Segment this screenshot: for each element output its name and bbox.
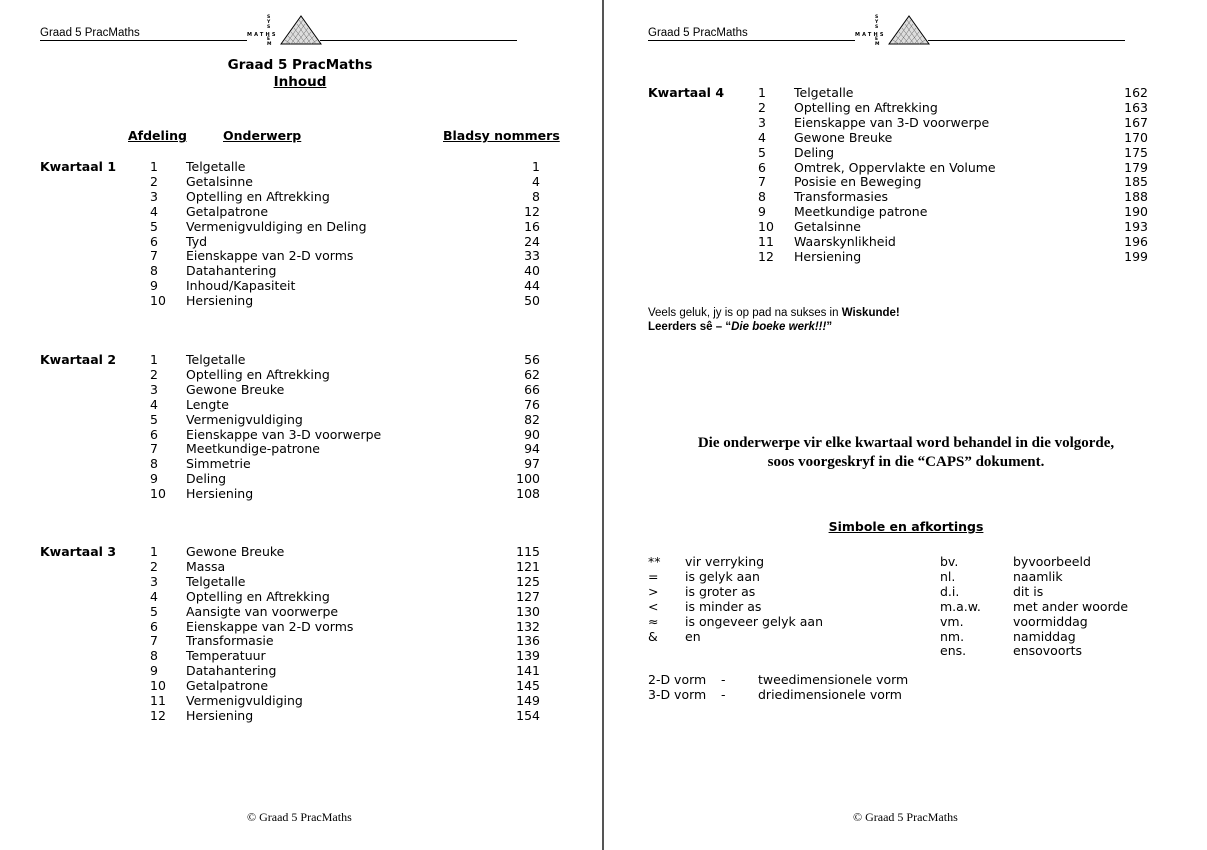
message-quote: Die boeke werk!!! [731, 321, 827, 333]
svg-text:MATHS: MATHS [247, 32, 278, 38]
topic-name: Hersiening [186, 707, 254, 723]
abbreviation-meaning: met ander woorde [1013, 598, 1129, 614]
section-number: 6 [758, 159, 766, 175]
section-number: 2 [150, 558, 158, 574]
page-number: 12 [524, 203, 540, 219]
abbreviation-meaning: dit is [1013, 583, 1044, 599]
svg-text:Y: Y [267, 20, 271, 25]
topic-name: Datahantering [186, 263, 277, 279]
message-text: Veels geluk, jy is op pad na sukses in [648, 307, 842, 319]
shape-meaning: tweedimensionele vorm [758, 672, 909, 687]
separator: - [721, 672, 726, 687]
topic-name: Waarskynlikheid [794, 234, 896, 249]
quarter-label: Kwartaal 2 [40, 352, 117, 367]
abbreviation: vm. [940, 613, 964, 629]
running-header-title: Graad 5 PracMaths [648, 27, 748, 39]
abbreviation: nm. [940, 628, 965, 644]
topic-name: Meetkundige patrone [794, 204, 928, 220]
section-number: 11 [150, 693, 166, 708]
document-title [0, 57, 600, 91]
section-number: 1 [150, 159, 158, 174]
section-number: 6 [150, 426, 158, 442]
svg-text:S: S [267, 15, 271, 20]
page-number: 1 [532, 159, 540, 174]
topic-name: Eienskappe van 3-D voorwerpe [186, 426, 382, 442]
section-number: 1 [758, 85, 766, 100]
section-number: 3 [150, 381, 158, 397]
svg-text:S: S [875, 15, 879, 20]
page-number: 188 [1124, 189, 1148, 205]
page-number: 16 [524, 218, 540, 234]
message-text: Leerders sê – “ [648, 321, 732, 333]
symbol-meaning: is gelyk aan [685, 568, 760, 584]
symbol-meaning: en [685, 628, 701, 644]
topic-name: Getalsinne [794, 219, 861, 235]
topic-name: Optelling en Aftrekking [794, 99, 938, 115]
right-page [605, 0, 1207, 850]
topic-name: Transformasies [794, 189, 889, 205]
topic-name: Hersiening [186, 293, 254, 309]
svg-text:S: S [875, 25, 879, 30]
page-number: 154 [516, 707, 540, 723]
page-number: 8 [532, 188, 540, 204]
topic-name: Meetkundige-patrone [186, 441, 320, 457]
page-number: 76 [524, 396, 540, 412]
topic-name: Telgetalle [186, 159, 246, 174]
page-number: 90 [524, 426, 540, 442]
page-number: 44 [524, 278, 540, 294]
section-number: 1 [150, 544, 158, 559]
page-number: 185 [1124, 174, 1148, 190]
section-number: 10 [758, 219, 774, 235]
symbols-heading: Simbole en afkortings [828, 519, 984, 534]
topic-name: Transformasie [186, 633, 274, 649]
svg-text:E: E [267, 37, 271, 42]
section-number: 8 [150, 263, 158, 279]
message-text: ” [826, 321, 833, 333]
topic-name: Telgetalle [186, 573, 246, 589]
message-subject: Wiskunde! [841, 307, 900, 319]
symbol: ≈ [648, 613, 659, 629]
caps-note-line-2: soos voorgeskryf in die “CAPS” dokument. [767, 454, 1045, 470]
page-number: 50 [524, 293, 540, 309]
svg-text:E: E [875, 37, 879, 42]
page-number: 175 [1124, 144, 1148, 160]
section-number: 10 [150, 293, 166, 309]
page-number: 100 [516, 471, 540, 487]
page-footer: © Graad 5 PracMaths [853, 810, 958, 824]
section-number: 5 [150, 603, 158, 619]
topic-name: Eienskappe van 3-D voorwerpe [794, 114, 990, 130]
svg-text:Y: Y [875, 20, 879, 25]
abbreviation-meaning: ensovoorts [1013, 643, 1083, 659]
page-number: 127 [516, 588, 540, 604]
topic-name: Telgetalle [794, 85, 854, 100]
section-number: 8 [150, 456, 158, 472]
page-number: 132 [516, 618, 540, 634]
page-number: 125 [516, 573, 540, 589]
topic-name: Getalpatrone [186, 678, 269, 694]
page-number: 130 [516, 603, 540, 619]
column-header-afdeling: Afdeling [128, 128, 187, 143]
page-number: 62 [524, 366, 540, 382]
header-rule [320, 40, 517, 41]
maths-system-logo-icon [245, 14, 325, 46]
section-number: 10 [150, 486, 166, 502]
quarter-label: Kwartaal 4 [648, 85, 725, 100]
page-number: 170 [1124, 129, 1148, 145]
svg-text:MATHS: MATHS [855, 32, 886, 38]
svg-text:M: M [267, 42, 272, 46]
page-number: 94 [524, 441, 540, 457]
page-number: 82 [524, 411, 540, 427]
topic-name: Massa [186, 558, 226, 574]
section-number: 7 [150, 441, 158, 457]
message-line-2 [648, 320, 900, 334]
page-number: 121 [516, 558, 540, 574]
running-header [648, 14, 1128, 44]
topic-name: Getalsinne [186, 173, 253, 189]
shape-term: 2-D vorm [648, 672, 707, 687]
abbreviation-meaning: byvoorbeeld [1013, 554, 1091, 569]
section-number: 8 [758, 189, 766, 205]
page-number: 199 [1124, 248, 1148, 264]
caps-note [605, 434, 1207, 472]
section-number: 12 [150, 707, 166, 723]
topic-name: Deling [186, 471, 227, 487]
header-rule [40, 40, 247, 41]
topic-name: Hersiening [794, 248, 862, 264]
page-number: 33 [524, 248, 540, 264]
abbreviation: ens. [940, 643, 967, 659]
page-number: 40 [524, 263, 540, 279]
running-header-title: Graad 5 PracMaths [40, 27, 140, 39]
page-number: 145 [516, 678, 540, 694]
topic-name: Aansigte van voorwerpe [186, 603, 339, 619]
section-number: 5 [758, 144, 766, 160]
page-number: 24 [524, 233, 540, 249]
section-number: 9 [150, 278, 158, 294]
symbol: = [648, 568, 659, 584]
topic-name: Gewone Breuke [186, 544, 285, 559]
separator: - [721, 686, 726, 702]
column-header-bladsy: Bladsy nommers [443, 128, 560, 143]
section-number: 6 [150, 233, 158, 249]
topic-name: Temperatuur [186, 648, 266, 664]
symbol: ** [648, 554, 661, 569]
abbreviation-meaning: voormiddag [1013, 613, 1088, 629]
column-header-onderwerp: Onderwerp [223, 128, 302, 143]
abbreviation-meaning: naamlik [1013, 568, 1063, 584]
page-number: 179 [1124, 159, 1148, 175]
topic-name: Gewone Breuke [794, 129, 893, 145]
page-number: 97 [524, 456, 540, 472]
abbreviation: bv. [940, 554, 959, 569]
section-number: 7 [150, 248, 158, 264]
section-number: 3 [150, 573, 158, 589]
section-number: 4 [758, 129, 766, 145]
page-number: 149 [516, 693, 540, 708]
symbol: > [648, 583, 659, 599]
abbreviation-meaning: namiddag [1013, 628, 1076, 644]
page-number: 139 [516, 648, 540, 664]
page-number: 56 [524, 352, 540, 367]
message-line-1 [648, 306, 900, 320]
section-number: 7 [758, 174, 766, 190]
section-number: 10 [150, 678, 166, 694]
svg-text:S: S [267, 25, 271, 30]
topic-name: Inhoud/Kapasiteit [186, 278, 296, 294]
section-number: 11 [758, 234, 774, 249]
left-page [0, 0, 602, 850]
section-number: 2 [150, 366, 158, 382]
title-main: Graad 5 PracMaths [227, 57, 373, 73]
abbreviation: m.a.w. [940, 598, 981, 614]
section-number: 7 [150, 633, 158, 649]
page-number: 196 [1124, 234, 1148, 249]
topic-name: Getalpatrone [186, 203, 269, 219]
symbol: < [648, 598, 659, 614]
page-number: 141 [516, 663, 540, 679]
section-number: 4 [150, 396, 158, 412]
section-number: 12 [758, 248, 774, 264]
topic-name: Datahantering [186, 663, 277, 679]
title-contents: Inhoud [273, 74, 327, 90]
topic-name: Optelling en Aftrekking [186, 366, 330, 382]
page-number: 162 [1124, 85, 1148, 100]
symbol-meaning: is ongeveer gelyk aan [685, 613, 823, 629]
header-rule [648, 40, 855, 41]
page-number: 4 [532, 173, 540, 189]
topic-name: Optelling en Aftrekking [186, 588, 330, 604]
svg-text:M: M [875, 42, 880, 46]
page-footer: © Graad 5 PracMaths [247, 810, 352, 824]
topic-name: Eienskappe van 2-D vorms [186, 618, 354, 634]
section-number: 5 [150, 411, 158, 427]
shape-meaning: driedimensionele vorm [758, 686, 902, 702]
congratulations-message [648, 306, 900, 334]
abbreviation: nl. [940, 568, 956, 584]
section-number: 6 [150, 618, 158, 634]
symbol: & [648, 628, 658, 644]
page-number: 66 [524, 381, 540, 397]
page-divider [602, 0, 604, 850]
section-number: 2 [758, 99, 766, 115]
page-number: 193 [1124, 219, 1148, 235]
topic-name: Tyd [186, 233, 208, 249]
topic-name: Gewone Breuke [186, 381, 285, 397]
shape-term: 3-D vorm [648, 686, 707, 702]
section-number: 9 [150, 471, 158, 487]
section-number: 9 [150, 663, 158, 679]
abbreviation: d.i. [940, 583, 960, 599]
page-number: 115 [516, 544, 540, 559]
symbol-meaning: vir verryking [685, 554, 765, 569]
section-number: 2 [150, 173, 158, 189]
section-number: 5 [150, 218, 158, 234]
page-number: 190 [1124, 204, 1148, 220]
topic-name: Lengte [186, 396, 229, 412]
topic-name: Eienskappe van 2-D vorms [186, 248, 354, 264]
section-number: 1 [150, 352, 158, 367]
quarter-label: Kwartaal 1 [40, 159, 117, 174]
section-number: 3 [758, 114, 766, 130]
page-number: 136 [516, 633, 540, 649]
caps-note-line-1: Die onderwerpe vir elke kwartaal word behandel in die volgorde, [697, 435, 1115, 451]
header-rule [928, 40, 1125, 41]
page-number: 163 [1124, 99, 1148, 115]
symbol-meaning: is minder as [685, 598, 762, 614]
topic-name: Hersiening [186, 486, 254, 502]
symbol-meaning: is groter as [685, 583, 756, 599]
topic-name: Vermenigvuldiging [186, 693, 303, 708]
topic-name: Posisie en Beweging [794, 174, 922, 190]
quarter-label: Kwartaal 3 [40, 544, 117, 559]
page-number: 167 [1124, 114, 1148, 130]
topic-name: Simmetrie [186, 456, 251, 472]
section-number: 9 [758, 204, 766, 220]
running-header [40, 14, 520, 44]
maths-system-logo-icon [853, 14, 933, 46]
section-number: 8 [150, 648, 158, 664]
topic-name: Omtrek, Oppervlakte en Volume [794, 159, 996, 175]
section-number: 3 [150, 188, 158, 204]
topic-name: Vermenigvuldiging [186, 411, 303, 427]
section-number: 4 [150, 588, 158, 604]
topic-name: Vermenigvuldiging en Deling [186, 218, 367, 234]
section-number: 4 [150, 203, 158, 219]
page-number: 108 [516, 486, 540, 502]
topic-name: Telgetalle [186, 352, 246, 367]
topic-name: Deling [794, 144, 835, 160]
topic-name: Optelling en Aftrekking [186, 188, 330, 204]
